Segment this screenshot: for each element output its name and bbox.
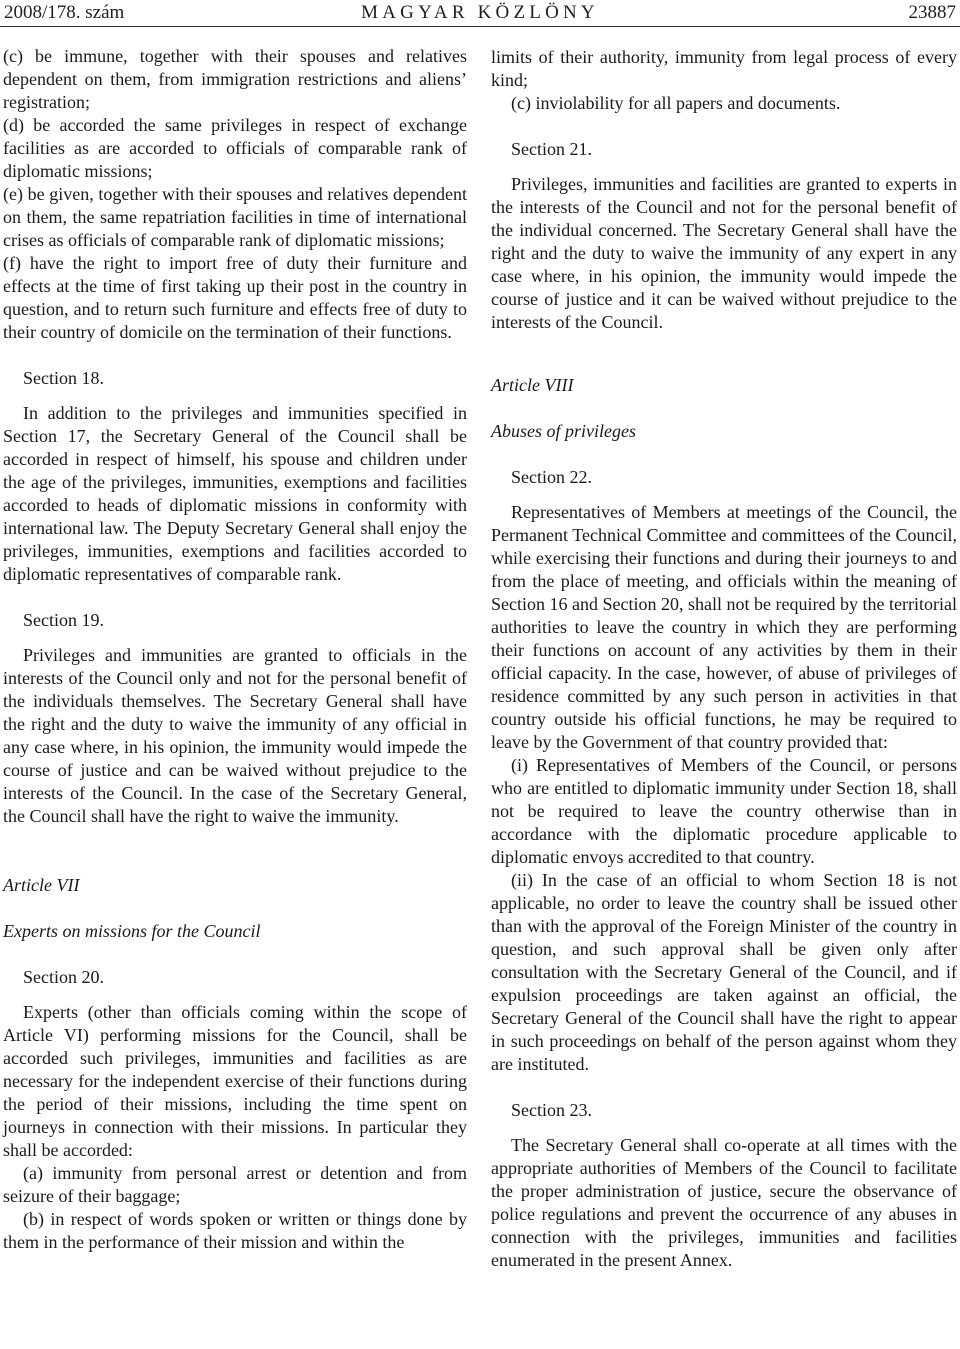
section-22-item-ii: (ii) In the case of an official to whom Section 18 is not applicable, no order to leave the country shall be issued other than with the approval of the Foreign Minister of the country in question, and such approval shall be given only after consultation with the Secretary General of the Council, and if expulsion proceedings are taken against an official, the Secretary General of the Council shall have the right to appear in such proceedings on behalf of the person against whom they are instituted. <box>491 870 957 1074</box>
section-23-text: The Secretary General shall co-operate at all times with the appropriate authorities of Members of the Council to facilitate the proper administration of justice, secure the observance of police regulations and prevent the occurrence of any abuses in connection with the privileges, immunities and facilities enumerated in the present Annex. <box>491 1135 957 1270</box>
paragraph-limits: limits of their authority, immunity from legal process of every kind; <box>491 47 957 90</box>
journal-title: MAGYAR KÖZLÖNY <box>361 2 599 23</box>
section-18-text: In addition to the privileges and immunities specified in Section 17, the Secretary General of the Council shall be accorded in respect of himself, his spouse and children under the age of the privileges, immunities, exemptions and facilities accorded to heads of diplomatic missions in conformity with international law. The Deputy Secretary General shall enjoy the privileges, immunities, exemptions and facilities accorded to diplomatic representatives of comparable rank. <box>3 403 467 584</box>
section-19-title: Section 19. <box>23 610 104 630</box>
section-18-title: Section 18. <box>23 368 104 388</box>
paragraph-d: (d) be accorded the same privileges in respect of exchange facilities as are accorded to officials of comparable rank of diplomatic missions; <box>3 115 467 181</box>
paragraph-c: (c) be immune, together with their spouses and relatives dependent on them, from immigration restrictions and aliens’ registration; <box>3 46 467 112</box>
right-column <box>491 46 957 1272</box>
section-22-item-i: (i) Representatives of Members of the Council, or persons who are entitled to diplomatic immunity under Section 18, shall not be required to leave the country otherwise than in accordance with the diplomatic procedure applicable to diplomatic envoys accredited to that country. <box>491 755 957 867</box>
section-21-text: Privileges, immunities and facilities are granted to experts in the interests of the Council and not for the personal benefit of the individual concerned. The Secretary General shall have the right and the duty to waive the immunity of any expert in any case where, in his opinion, the immunity would impede the course of justice and it can be waived without prejudice to the interests of the Council. <box>491 174 957 332</box>
article-7-title: Article VII <box>3 875 80 895</box>
paragraph-c-inviolability: (c) inviolability for all papers and documents. <box>511 93 841 113</box>
article-8-title: Article VIII <box>491 375 574 395</box>
header-rule <box>0 26 960 27</box>
paragraph-f: (f) have the right to import free of duty their furniture and effects at the time of first taking up their post in the country in question, and to return such furniture and effects free of duty to their country of domicile on the termination of their functions. <box>3 253 467 342</box>
left-column <box>3 45 467 1254</box>
paragraph-e: (e) be given, together with their spouses and relatives dependent on them, the same repatriation facilities in time of international crises as officials of comparable rank of diplomatic missions; <box>3 184 467 250</box>
section-20-item-a: (a) immunity from personal arrest or detention and from seizure of their baggage; <box>3 1163 467 1206</box>
article-7-subtitle: Experts on missions for the Council <box>3 921 261 941</box>
section-20-item-b: (b) in respect of words spoken or written or things done by them in the performance of their mission and within the <box>3 1209 467 1252</box>
section-21-title: Section 21. <box>511 139 592 159</box>
section-22-title: Section 22. <box>511 467 592 487</box>
section-20-title: Section 20. <box>23 967 104 987</box>
page-number: 23887 <box>908 2 956 23</box>
section-20-text: Experts (other than officials coming within the scope of Article VI) performing missions for the Council, shall be accorded such privileges, immunities and facilities as are necessary for the independent exercise of their functions during the period of their missions, including the time spent on journeys in connection with their missions. In particular they shall be accorded: <box>3 1002 467 1160</box>
article-8-subtitle: Abuses of privileges <box>491 421 636 441</box>
page-header <box>0 0 960 26</box>
issue-number: 2008/178. szám <box>4 2 125 23</box>
section-23-title: Section 23. <box>511 1100 592 1120</box>
section-19-text: Privileges and immunities are granted to officials in the interests of the Council only and not for the personal benefit of the individuals themselves. The Secretary General shall have the right and the duty to waive the immunity of any official in any case where, in his opinion, the immunity would impede the course of justice and can be waived without prejudice to the interests of the Council. In the case of the Secretary General, the Council shall have the right to waive the immunity. <box>3 645 467 826</box>
section-22-text: Representatives of Members at meetings of the Council, the Permanent Technical Committee and committees of the Council, while exercising their functions and during their journeys to and from the place of meeting, and officials within the meaning of Section 16 and Section 20, shall not be required by the territorial authorities to leave the country in which they are performing their functions on account of any activities by them in their official capacity. In the case, however, of abuse of privileges of residence committed by any such person in activities in that country outside his official functions, he may be required to leave by the Government of that country provided that: <box>491 502 957 752</box>
